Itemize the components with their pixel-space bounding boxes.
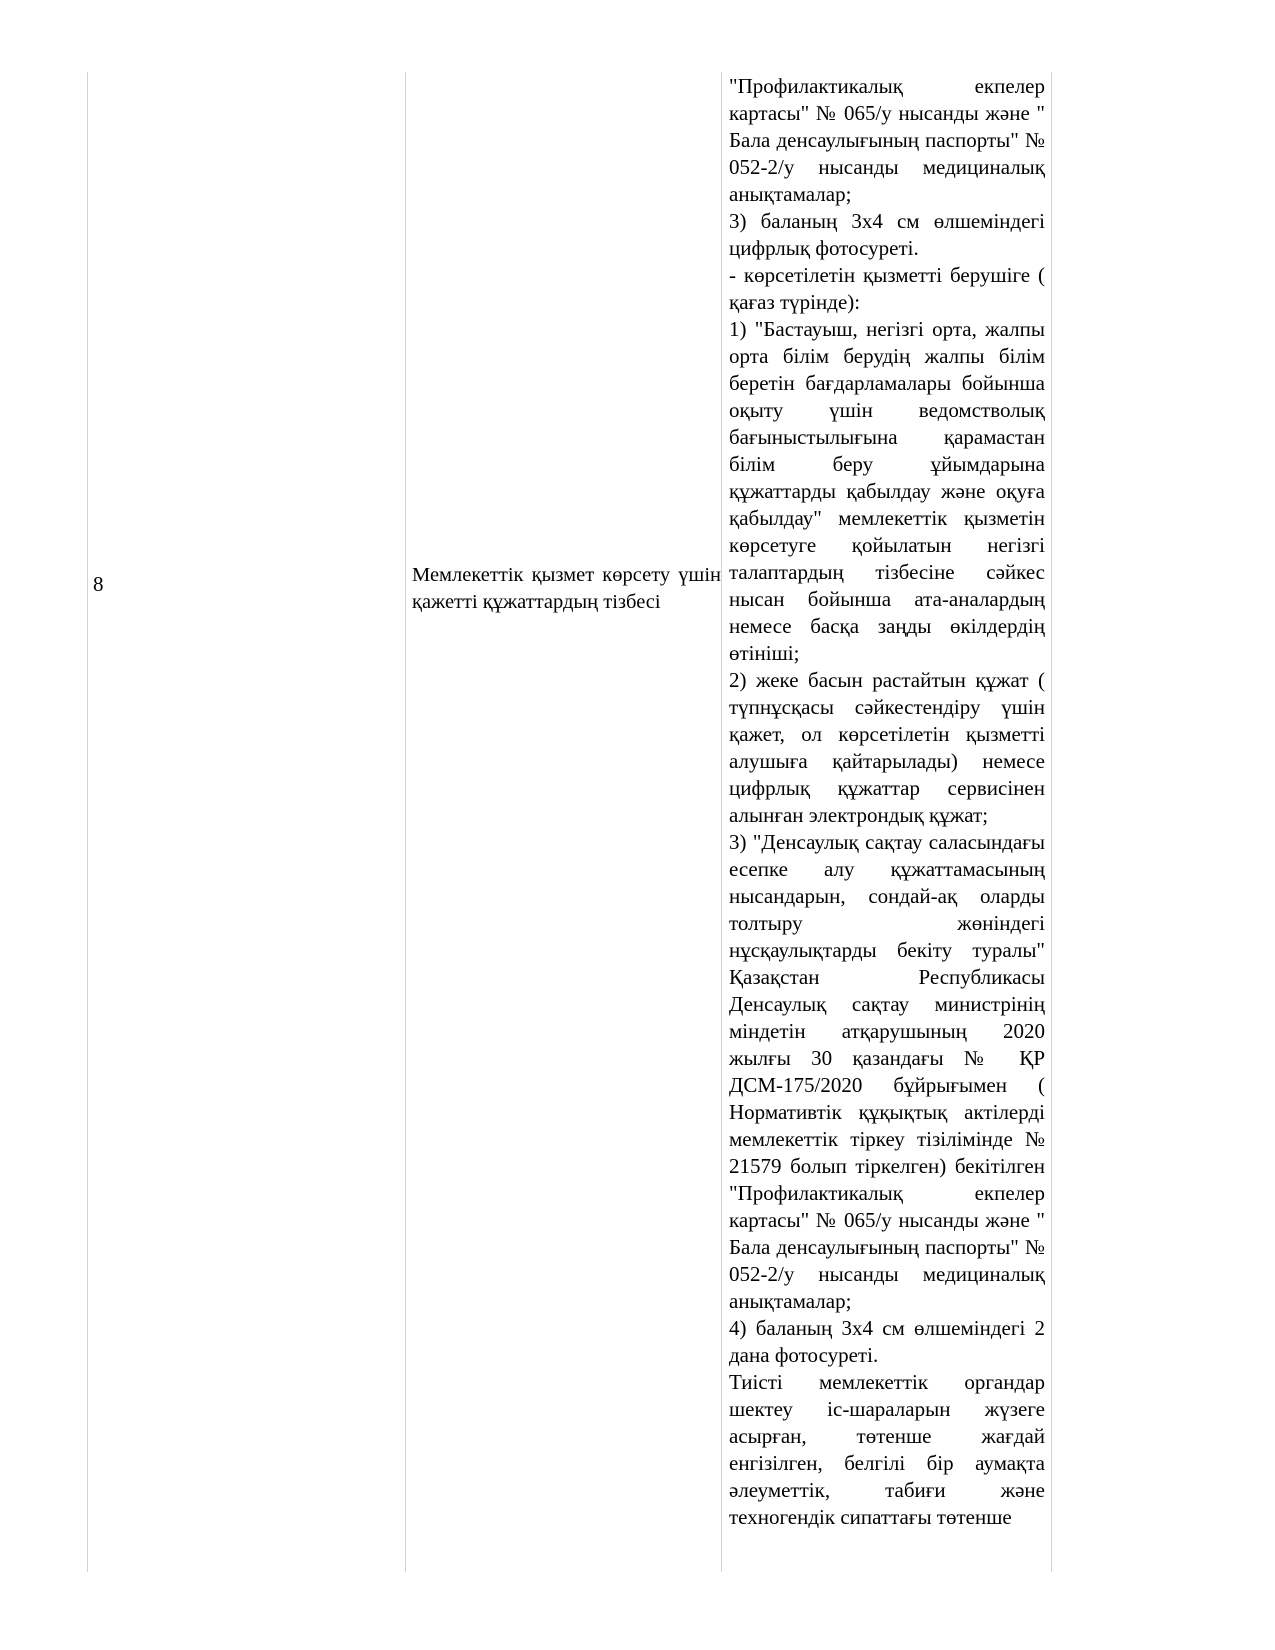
cell-row-label (405, 72, 721, 1572)
content-paragraph: 2) жеке басын растайтын құжат ( түпнұсқасы сәйкестендіру үшін қажет, ол көрсетілетін қызметті алушыға қайтарылады) немесе цифрлық құжаттар сервисінен алынған электрондық құжат; (729, 668, 1045, 827)
content-paragraph: Тиісті мемлекеттік органдар шектеу іс-шараларын жүзеге асырған, төтенше жағдай енгізілген, белгілі бір аумақта әлеуметтік, табиғи және техногендік сипаттағы төтенше (729, 1370, 1045, 1529)
cell-row-number (87, 72, 405, 1572)
table-row-fragment (87, 72, 1052, 1572)
row-number: 8 (93, 572, 104, 596)
content-paragraph: 4) баланың 3х4 см өлшеміндегі 2 дана фотосуреті. (729, 1316, 1045, 1367)
row-content (729, 73, 1045, 1531)
content-paragraph: 3) "Денсаулық сақтау саласындағы есепке алу құжаттамасының нысандарын, сондай-ақ оларды толтыру жөніндегі нұсқаулықтарды бекіту туралы" Қазақстан Республикасы Денсаулық сақтау министрінің міндетін атқарушының 2020 жылғы 30 қазандағы № ҚР ДСМ-175/2020 бұйрығымен ( Нормативтік құқықтық актілерді мемлекеттік тіркеу тізілімінде № 21579 болып тіркелген) бекітілген "Профилактикалық екпелер картасы" № 065/у нысанды және " Бала денсаулығының паспорты" № 052-2/у нысанды медициналық анықтамалар; (729, 830, 1045, 1313)
row-label: Мемлекеттік қызмет көрсету үшін қажетті құжаттардың тізбесі (412, 564, 721, 613)
cell-row-content (721, 72, 1052, 1572)
content-paragraph: 1) "Бастауыш, негізгі орта, жалпы орта білім берудің жалпы білім беретін бағдарламалары бойынша оқыту үшін ведомстволық бағыныстылығына қарамастан білім беру ұйымдарына құжаттарды қабылдау және оқуға қабылдау" мемлекеттік қызметін көрсетуге қойылатын негізгі талаптардың тізбесіне сәйкес нысан бойынша ата-аналардың немесе басқа заңды өкілдердің өтініші; (729, 317, 1045, 665)
content-paragraph: "Профилактикалық екпелер картасы" № 065/у нысанды және " Бала денсаулығының паспорты" № 052-2/у нысанды медициналық анықтамалар; (729, 74, 1045, 206)
content-paragraph: - көрсетілетін қызметті берушіге ( қағаз түрінде): (729, 263, 1045, 314)
content-paragraph: 3) баланың 3х4 см өлшеміндегі цифрлық фотосуреті. (729, 209, 1045, 260)
